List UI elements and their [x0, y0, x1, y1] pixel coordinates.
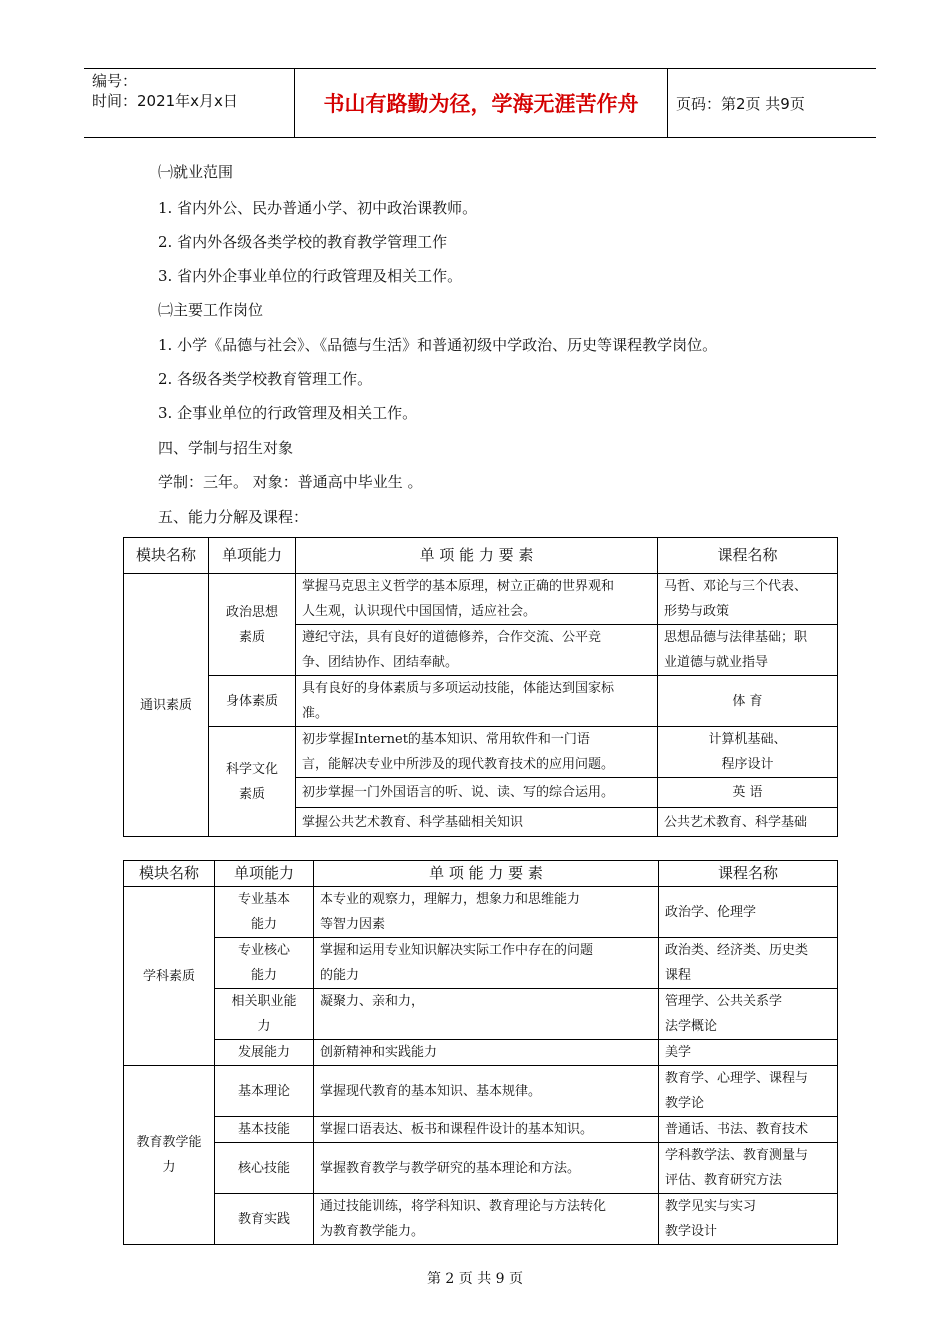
requirement-cell: 具有良好的身体素质与多项运动技能，体能达到国家标 准。	[296, 676, 658, 727]
course-cell: 体 育	[658, 676, 838, 727]
list-item: 3. 企事业单位的行政管理及相关工作。	[158, 404, 418, 422]
course-cell: 计算机基础、 程序设计	[658, 727, 838, 778]
requirement-cell: 掌握现代教育的基本知识、基本规律。	[314, 1066, 659, 1117]
header-cell: 课程名称	[658, 538, 838, 574]
ability-cell: 发展能力	[215, 1040, 314, 1066]
requirement-cell: 掌握公共艺术教育、科学基础相关知识	[296, 808, 658, 837]
header-cell: 单 项 能 力 要 素	[296, 538, 658, 574]
header-cell: 单 项 能 力 要 素	[314, 861, 659, 887]
requirement-cell: 掌握教育教学与教学研究的基本理论和方法。	[314, 1143, 659, 1194]
requirement-cell: 遵纪守法，具有良好的道德修养，合作交流、公平竞 争、团结协作、团结奉献。	[296, 625, 658, 676]
ability-cell: 专业核心 能力	[215, 938, 314, 989]
requirement-cell: 初步掌握Internet的基本知识、常用软件和一门语 言，能解决专业中所涉及的现代教育技术的应用问题。	[296, 727, 658, 778]
header-cell: 模块名称	[124, 538, 209, 574]
course-cell: 管理学、公共关系学 法学概论	[659, 989, 838, 1040]
list-item: 3. 省内外企事业单位的行政管理及相关工作。	[158, 267, 463, 285]
course-cell: 公共艺术教育、科学基础	[658, 808, 838, 837]
module-cell: 学科素质	[124, 887, 215, 1066]
header-meta	[84, 69, 295, 137]
requirement-cell: 掌握口语表达、板书和课程件设计的基本知识。	[314, 1117, 659, 1143]
duration-text: 学制：三年。 对象：普通高中毕业生 。	[158, 473, 423, 491]
requirement-cell: 掌握马克思主义哲学的基本原理，树立正确的世界观和 人生观，认识现代中国国情，适应社会。	[296, 574, 658, 625]
page-header	[84, 68, 876, 138]
requirement-cell: 创新精神和实践能力	[314, 1040, 659, 1066]
header-motto: 书山有路勤为径，学海无涯苦作舟	[295, 69, 668, 137]
course-cell: 政治类、经济类、历史类 课程	[659, 938, 838, 989]
header-cell: 单项能力	[209, 538, 296, 574]
requirement-cell: 掌握和运用专业知识解决实际工作中存在的问题 的能力	[314, 938, 659, 989]
requirement-cell: 本专业的观察力，理解力，想象力和思维能力 等智力因素	[314, 887, 659, 938]
header-cell: 模块名称	[124, 861, 215, 887]
requirement-cell: 通过技能训练，将学科知识、教育理论与方法转化 为教育教学能力。	[314, 1194, 659, 1245]
ability-table-subject	[123, 860, 838, 1245]
course-cell: 教学见实与实习 教学设计	[659, 1194, 838, 1245]
ability-cell: 基本理论	[215, 1066, 314, 1117]
course-cell: 英 语	[658, 778, 838, 808]
list-item: 2. 省内外各级各类学校的教育教学管理工作	[158, 233, 448, 251]
ability-cell: 相关职业能 力	[215, 989, 314, 1040]
course-cell: 美学	[659, 1040, 838, 1066]
course-cell: 学科教学法、教育测量与 评估、教育研究方法	[659, 1143, 838, 1194]
section-heading-positions: ㈡主要工作岗位	[158, 301, 264, 319]
header-page-label: 页码：第2页 共9页	[676, 94, 805, 113]
ability-cell: 科学文化 素质	[209, 727, 296, 837]
list-item: 2. 各级各类学校教育管理工作。	[158, 370, 373, 388]
ability-cell: 政治思想 素质	[209, 574, 296, 676]
time-label: 时间：2021年x月x日	[92, 92, 238, 110]
page-footer: 第 2 页 共 9 页	[426, 1271, 524, 1287]
course-cell: 政治学、伦理学	[659, 887, 838, 938]
course-cell: 思想品德与法律基础；职 业道德与就业指导	[658, 625, 838, 676]
course-cell: 教育学、心理学、课程与 教学论	[659, 1066, 838, 1117]
requirement-cell: 凝聚力、亲和力，	[314, 989, 659, 1040]
list-item: 1. 小学《品德与社会》、《品德与生活》和普通初级中学政治、历史等课程教学岗位。	[158, 336, 718, 354]
ability-cell: 基本技能	[215, 1117, 314, 1143]
course-cell: 普通话、书法、教育技术	[659, 1117, 838, 1143]
ability-cell: 核心技能	[215, 1143, 314, 1194]
section-heading-duration: 四、学制与招生对象	[158, 439, 294, 457]
header-cell: 单项能力	[215, 861, 314, 887]
requirement-cell: 初步掌握一门外国语言的听、说、读、写的综合运用。	[296, 778, 658, 808]
ability-cell: 专业基本 能力	[215, 887, 314, 938]
section-heading-abilities: 五、能力分解及课程：	[158, 508, 309, 526]
ability-cell: 身体素质	[209, 676, 296, 727]
course-cell: 马哲、邓论与三个代表、 形势与政策	[658, 574, 838, 625]
module-cell: 通识素质	[124, 574, 209, 837]
number-label: 编号：	[92, 72, 138, 90]
ability-table-general	[123, 537, 838, 837]
header-cell: 课程名称	[659, 861, 838, 887]
ability-cell: 教育实践	[215, 1194, 314, 1245]
module-cell: 教育教学能 力	[124, 1066, 215, 1245]
section-heading-employment: ㈠就业范围	[158, 163, 234, 181]
list-item: 1. 省内外公、民办普通小学、初中政治课教师。	[158, 199, 478, 217]
